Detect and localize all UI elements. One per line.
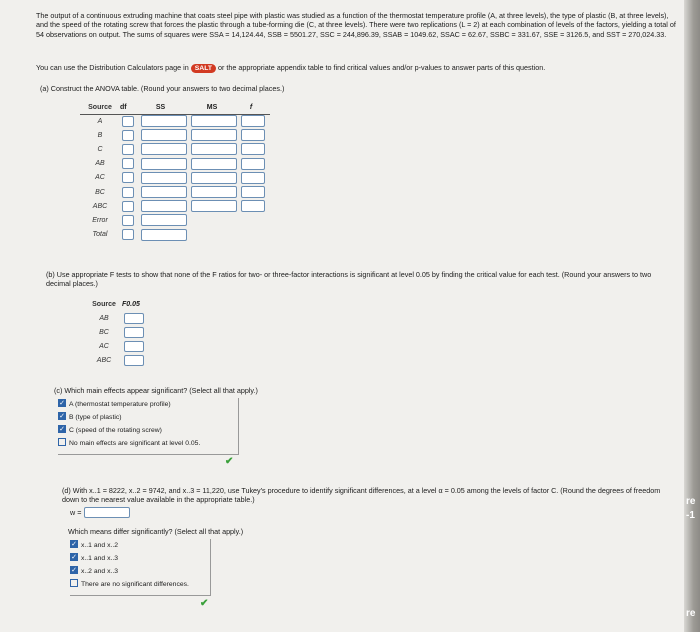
f-input[interactable]	[241, 186, 265, 198]
f-input[interactable]	[241, 129, 265, 141]
part-d-prompt: (d) With x..1 = 8222, x..2 = 9742, and x..3 = 11,220, use Tukey's procedure to identify significant differences, at a level α = 0.05 among the levels of factor C. (Round the degrees of freedom down to the nearest value available in the appropriate table.)	[62, 486, 661, 505]
row-label: BC	[95, 188, 105, 196]
option-a[interactable]: ✓ A (thermostat temperature profile)	[59, 400, 171, 408]
part-d-question: Which means differ significantly? (Select all that apply.)	[68, 527, 244, 536]
anova-row	[80, 157, 265, 171]
ms-input[interactable]	[191, 158, 237, 170]
option-none[interactable]: No main effects are significant at level 0.05.	[58, 437, 238, 450]
anova-row	[80, 142, 265, 156]
ms-input[interactable]	[191, 200, 237, 212]
ss-input[interactable]	[141, 200, 187, 212]
correct-check-icon: ✔	[225, 456, 234, 467]
row-label: Total	[92, 231, 108, 239]
checkbox-checked-icon[interactable]: ✓	[71, 567, 77, 575]
ss-input[interactable]	[141, 229, 187, 241]
f-critical-input[interactable]	[124, 355, 144, 366]
f-critical-input[interactable]	[124, 327, 144, 338]
row-label: C	[97, 145, 103, 153]
col-ss: SS	[155, 104, 166, 111]
checkbox-checked-icon[interactable]: ✓	[59, 400, 65, 408]
option-c[interactable]: ✓ C (speed of the rotating screw)	[59, 426, 162, 434]
option-1-2[interactable]: ✓ x..1 and x..2	[71, 541, 119, 549]
f-input[interactable]	[241, 172, 265, 184]
ss-input[interactable]	[141, 143, 187, 155]
checkbox-checked-icon[interactable]: ✓	[71, 541, 77, 549]
col-f-critical: F0.05	[122, 301, 140, 308]
instructions: You can use the Distribution Calculators page in SALT or the appropriate appendix table to find critical values and/or p-values to answer parts of this question.	[36, 63, 546, 72]
row-label: ABC	[92, 202, 108, 210]
df-input[interactable]	[122, 158, 134, 169]
option-2-3[interactable]: ✓ x..2 and x..3	[71, 567, 119, 575]
checkbox-empty-icon[interactable]	[58, 438, 66, 446]
f-critical-input[interactable]	[124, 341, 144, 352]
critical-value-table	[86, 298, 144, 367]
edge-label: re	[686, 496, 696, 507]
ss-input[interactable]	[141, 115, 187, 127]
ss-input[interactable]	[141, 129, 187, 141]
row-label: A	[97, 117, 103, 125]
col-f: f	[249, 104, 253, 111]
df-input[interactable]	[122, 116, 134, 127]
row-label: B	[97, 131, 103, 139]
part-c-options	[58, 398, 239, 455]
f-input[interactable]	[241, 115, 265, 127]
col-source: Source	[88, 104, 112, 111]
ss-input[interactable]	[141, 214, 187, 226]
f-input[interactable]	[241, 143, 265, 155]
option-b[interactable]: ✓ B (type of plastic)	[59, 413, 122, 421]
problem-statement: The output of a continuous extruding machine that coats steel pipe with plastic was studied as a function of the thermostat temperature profile (A, at three levels), the type of plastic (B, at three levels), and the speed of the rotating screw that forces the plastic through a tube-forming die (C, at three levels). There were two replications (L = 2) at each combination of levels of the factors, yielding a total of 54 observations on output. The sums of squares were SSA = 14,124.44, SSB = 5501.27, SSC = 244,896.39, SSAB = 1049.62, SSAC = 62.67, SSBC = 331.67, SSE = 3126.5, and SST = 270,024.33.	[36, 11, 676, 39]
edge-label: re	[686, 608, 696, 619]
row-label: BC	[99, 328, 109, 336]
w-label: w =	[70, 508, 82, 517]
ms-input[interactable]	[191, 129, 237, 141]
f-row	[86, 325, 144, 339]
checkbox-checked-icon[interactable]: ✓	[71, 554, 77, 562]
f-input[interactable]	[241, 200, 265, 212]
salt-link[interactable]: SALT	[191, 64, 216, 73]
option-1-3[interactable]: ✓ x..1 and x..3	[71, 554, 119, 562]
f-row	[86, 311, 144, 325]
df-input[interactable]	[122, 144, 134, 155]
anova-row	[80, 114, 265, 128]
df-input[interactable]	[122, 187, 134, 198]
checkbox-empty-icon[interactable]	[70, 579, 78, 587]
row-label: Error	[92, 216, 108, 224]
checkbox-checked-icon[interactable]: ✓	[59, 426, 65, 434]
part-a-prompt: (a) Construct the ANOVA table. (Round your answers to two decimal places.)	[40, 84, 285, 93]
edge-label: -1	[686, 510, 695, 521]
adjacent-window-edge	[684, 0, 700, 632]
w-input[interactable]	[84, 507, 130, 518]
anova-row	[80, 228, 265, 242]
col-df: df	[120, 104, 127, 111]
part-c-prompt: (c) Which main effects appear significant? (Select all that apply.)	[54, 386, 258, 395]
anova-row	[80, 213, 265, 227]
row-label: AB	[95, 160, 105, 168]
col-ms: MS	[206, 104, 218, 111]
part-d-options	[70, 539, 211, 596]
df-input[interactable]	[122, 172, 134, 183]
f-critical-input[interactable]	[124, 313, 144, 324]
ss-input[interactable]	[141, 186, 187, 198]
ms-input[interactable]	[191, 115, 237, 127]
row-label: AC	[95, 174, 105, 182]
anova-row	[80, 185, 265, 199]
ms-input[interactable]	[191, 143, 237, 155]
part-b-prompt: (b) Use appropriate F tests to show that none of the F ratios for two- or three-factor interactions is significant at level 0.05 by finding the critical value for each test. (Round your answers to two decimal places.)	[46, 270, 652, 289]
anova-table	[80, 101, 265, 242]
anova-row	[80, 199, 265, 213]
f-row	[86, 339, 144, 353]
row-label: ABC	[96, 356, 112, 364]
df-input[interactable]	[122, 130, 134, 141]
option-none[interactable]: There are no significant differences.	[70, 578, 210, 591]
ss-input[interactable]	[141, 172, 187, 184]
ms-input[interactable]	[191, 172, 237, 184]
anova-row	[80, 171, 265, 185]
f-input[interactable]	[241, 158, 265, 170]
table-divider	[80, 114, 270, 115]
df-input[interactable]	[122, 201, 134, 212]
df-input[interactable]	[122, 215, 134, 226]
correct-check-icon: ✔	[200, 598, 209, 609]
df-input[interactable]	[122, 229, 134, 240]
col-source: Source	[92, 301, 116, 308]
checkbox-checked-icon[interactable]: ✓	[59, 413, 65, 421]
ms-input[interactable]	[191, 186, 237, 198]
row-label: AB	[99, 314, 109, 322]
row-label: AC	[99, 342, 109, 350]
f-row	[86, 353, 144, 367]
anova-row	[80, 128, 265, 142]
ss-input[interactable]	[141, 158, 187, 170]
